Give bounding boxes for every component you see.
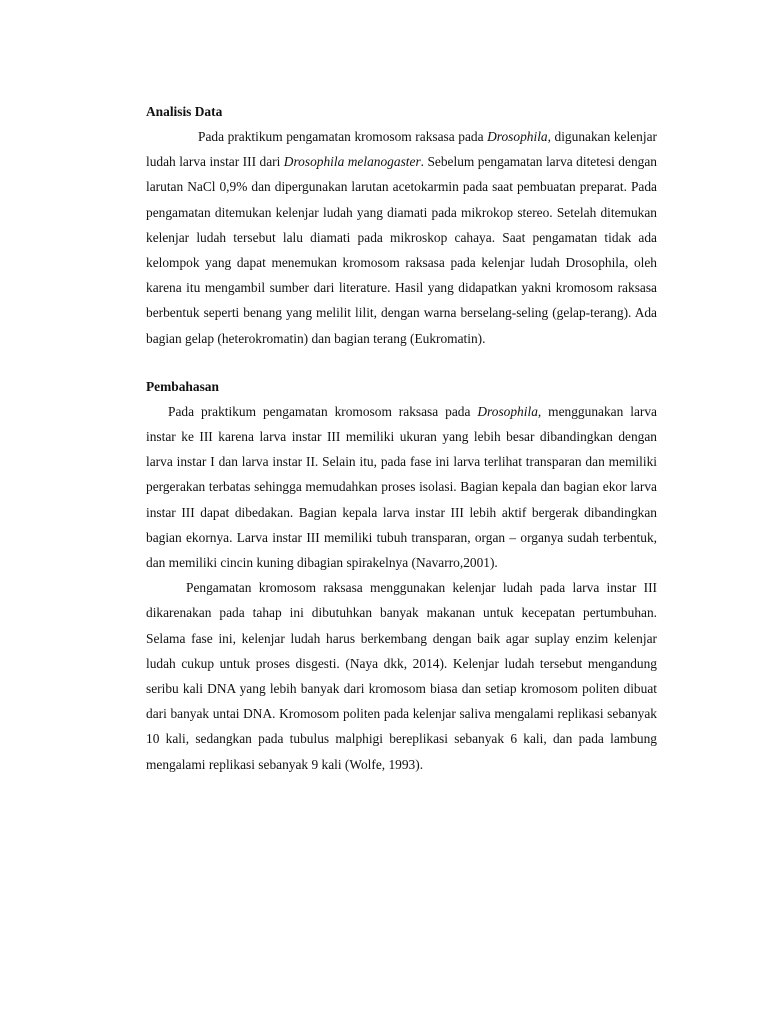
species-name: Drosophila — [477, 403, 538, 419]
text-run: . Sebelum pengamatan larva ditetesi dengan larutan NaCl 0,9% dan dipergunakan larutan acetokarmin pada saat pembuatan preparat. Pada pengamatan ditemukan kelenjar ludah yang diamati pada mikrokop stereo. Setelah ditemukan kelenjar ludah tersebut lalu diamati pada mikroskop cahaya. Saat pengamatan tidak ada kelompok yang dapat menemukan kromosom raksasa pada kelenjar ludah Drosophila, oleh karena itu mengambil sumber dari literature. Hasil yang didapatkan yakni kromosom raksasa berbentuk seperti benang yang melilit lilit, dengan warna berselang-seling (gelap-terang). Ada bagian gelap (heterokromatin) dan bagian terang (Eukromatin). — [146, 154, 657, 346]
species-name: Drosophila melanogaster — [283, 154, 421, 170]
text-run: , digunakan kelenjar ludah larva instar III dari — [146, 129, 657, 170]
text-run: Pada praktikum pengamatan kromosom raksasa pada — [168, 403, 478, 419]
text-run: Pada praktikum pengamatan kromosom raksasa pada — [198, 129, 488, 144]
species-name: Drosophila — [487, 129, 548, 144]
document-page — [146, 100, 657, 777]
paragraph-pembahasan-2: Pengamatan kromosom raksasa menggunakan kelenjar ludah pada larva instar III dikarenakan pada tahap ini dibutuhkan banyak makanan untuk kecepatan pertumbuhan. Selama fase ini, kelenjar ludah harus berkembang dengan baik agar suplay enzim kelenjar ludah cukup untuk proses disgesti. (Naya dkk, 2014). Kelenjar ludah tersebut mengandung seribu kali DNA yang lebih banyak dari kromosom biasa dan setiap kromosom politen dibuat dari banyak untai DNA. Kromosom politen pada kelenjar saliva mengalami replikasi sebanyak 10 kali, sedangkan pada tubulus malphigi bereplikasi sebanyak 6 kali, dan pada lambung mengalami replikasi sebanyak 9 kali (Wolfe, 1993). — [146, 580, 657, 772]
paragraph-analisis — [146, 124, 657, 351]
section-heading-pembahasan: Pembahasan — [146, 378, 219, 394]
paragraph-pembahasan-1 — [146, 399, 657, 575]
section-gap — [146, 351, 657, 375]
text-run: , menggunakan larva instar ke III karena larva instar III memiliki ukuran yang lebih besar dibandingkan dengan larva instar I dan larva instar II. Selain itu, pada fase ini larva terlihat transparan dan memiliki pergerakan terbatas sehingga memudahkan proses isolasi. Bagian kepala dan bagian ekor larva instar III dapat dibedakan. Bagian kepala larva instar III lebih aktif bergerak dibandingkan bagian ekornya. Larva instar III memiliki tubuh transparan, organ – organya sudah terbentuk, dan memiliki cincin kuning dibagian spirakelnya (Navarro,2001). — [146, 403, 657, 571]
section-heading-analisis: Analisis Data — [146, 104, 223, 119]
